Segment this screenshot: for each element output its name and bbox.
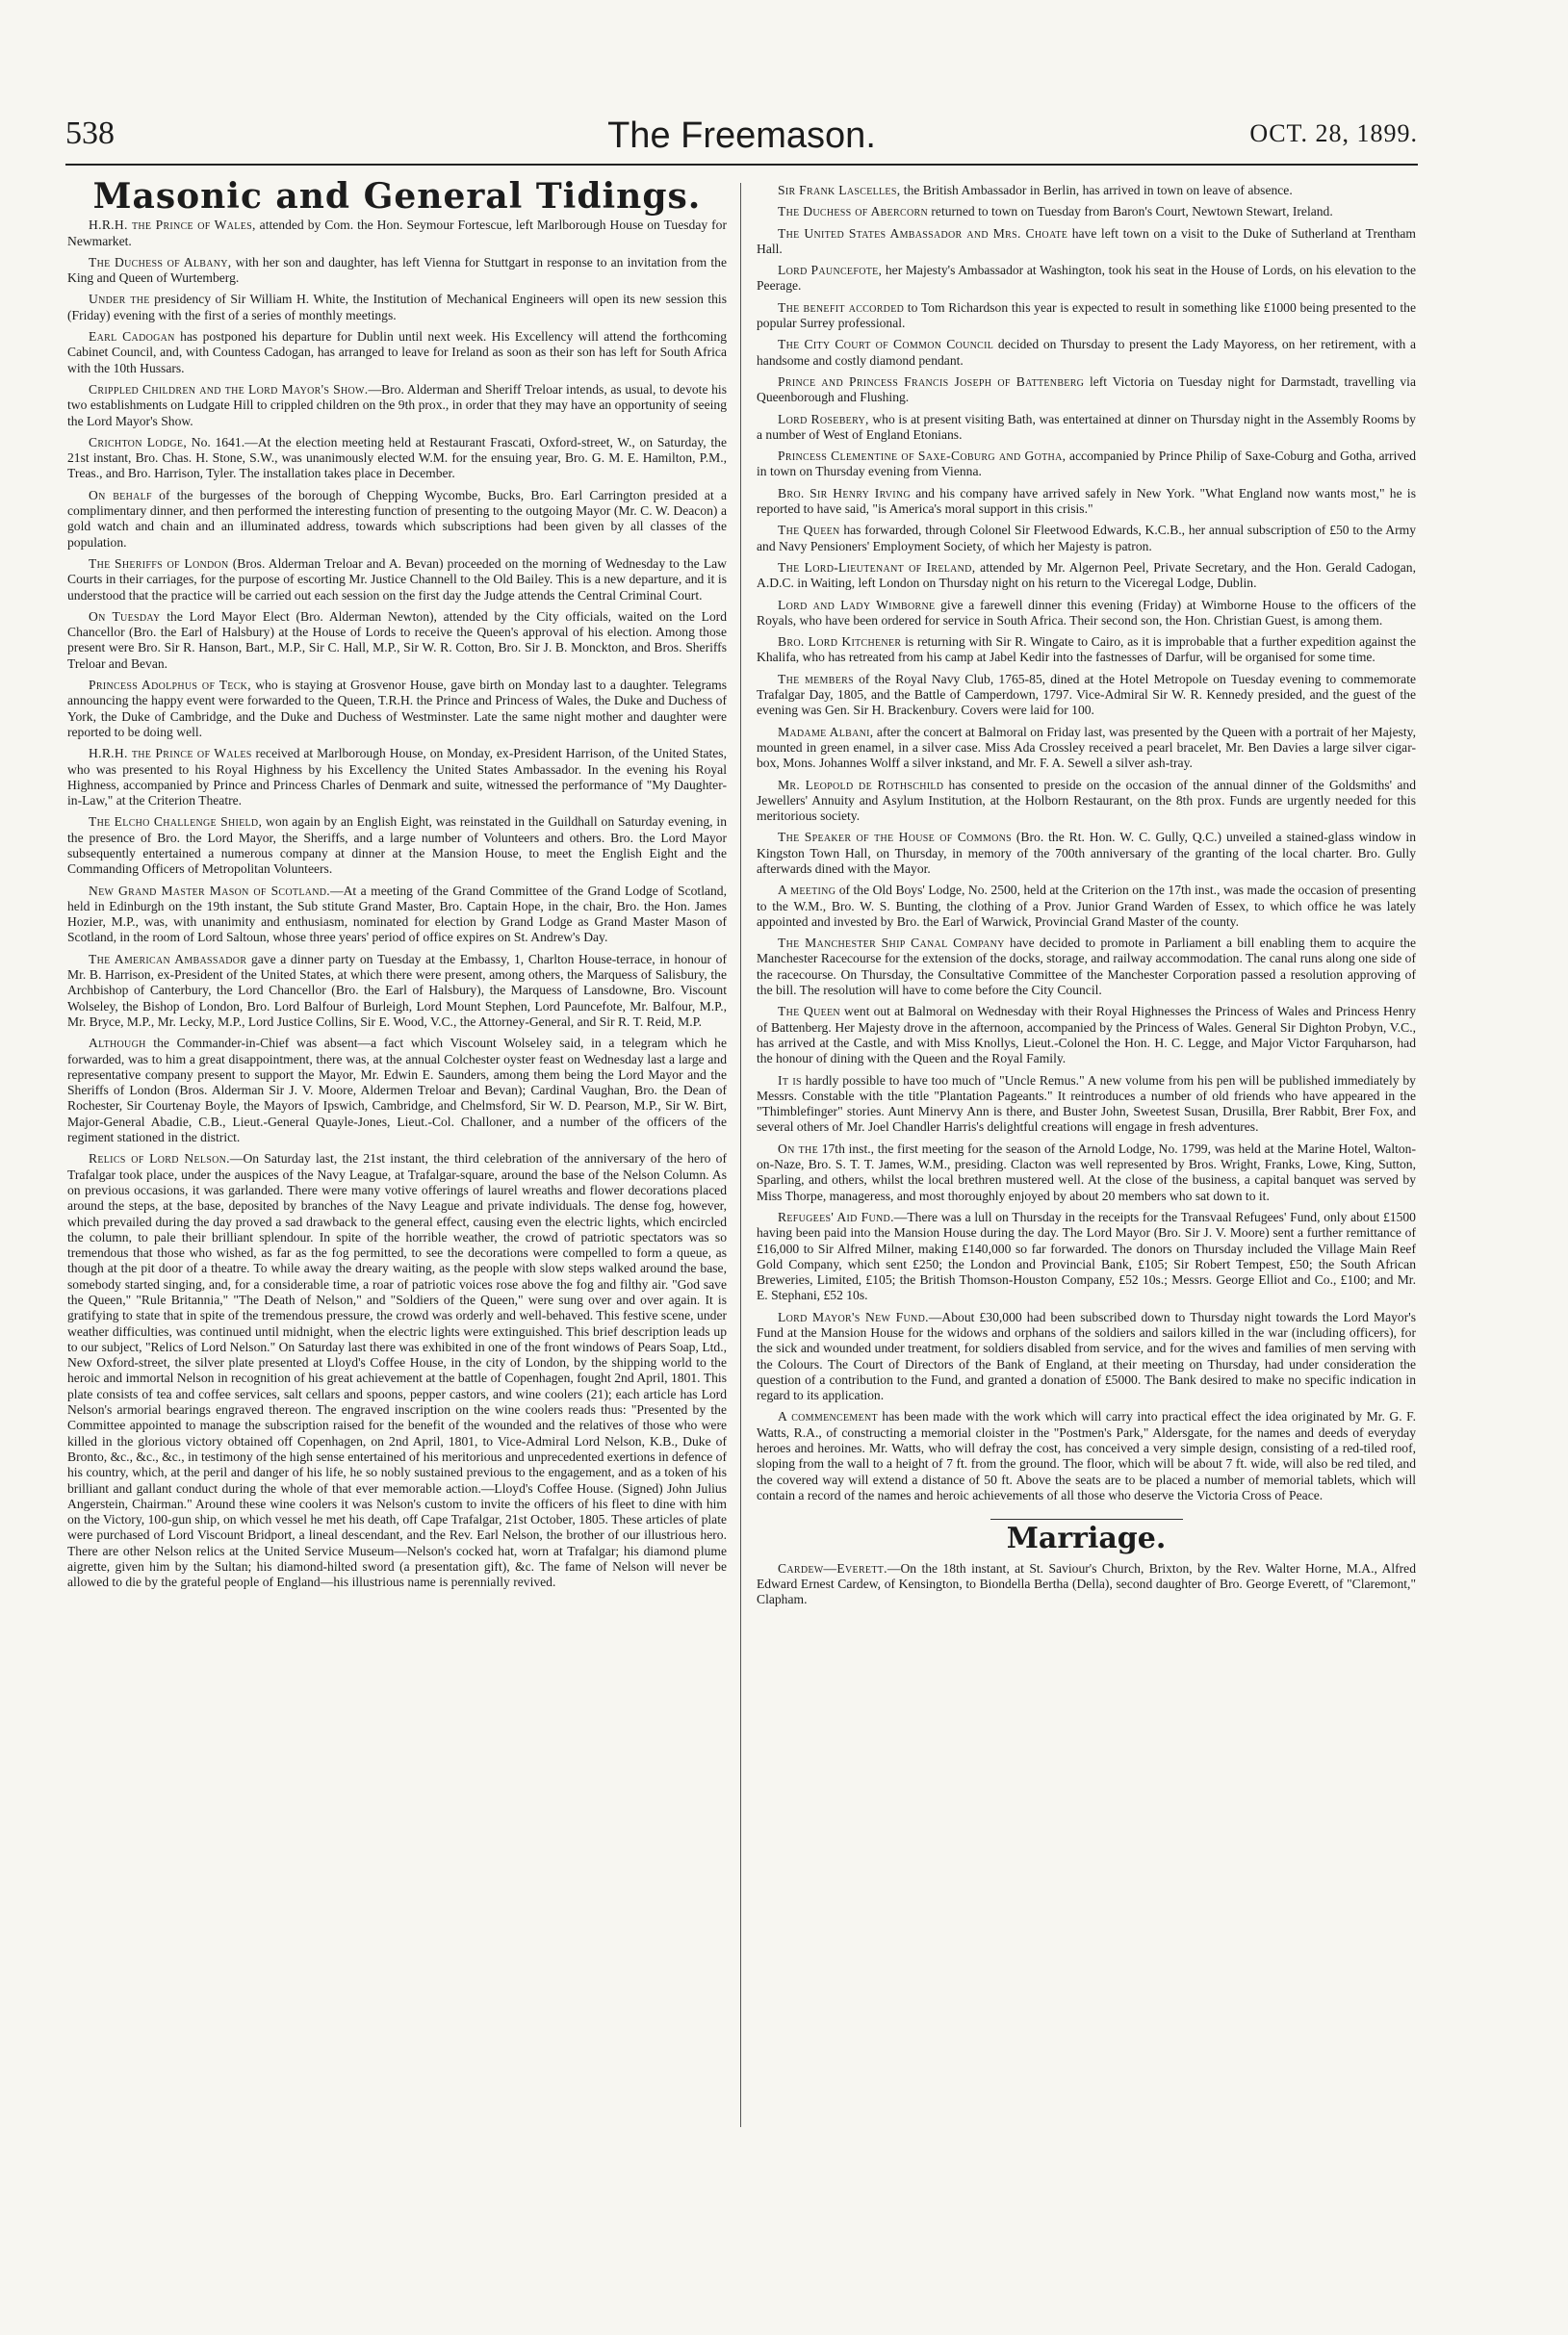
paragraph-lead: New Grand Master Mason of Scotland.	[89, 883, 330, 898]
paragraph-text: has postponed his departure for Dublin until next week. His Excellency will attend the forthcoming Cabinet Council, and, with Countess Cadogan, has arranged to leave for Ireland as soon as their son has left for South Africa with the 10th Hussars.	[67, 329, 727, 375]
marriage-notice	[757, 1561, 1416, 1608]
left-column	[67, 176, 741, 2127]
paragraph-lead: The United States Ambassador and Mrs. Choate	[778, 225, 1068, 241]
paragraph-lead: A commencement	[778, 1409, 878, 1424]
paragraph-lead: The Manchester Ship Canal Company	[778, 936, 1005, 951]
paragraph-text: No. 1641.—At the election meeting held at Restaurant Frascati, Oxford-street, W., on Saturday, the 21st instant, Bro. Chas. H. Stone, S.W., was unanimously elected W.M. for the ensuing year, Bro. G. M. E. Hamilton, P.M., Treas., and Bro. Harrison, Tyler. The installation takes place in December.	[67, 434, 727, 481]
paragraph-text: (Bros. Alderman Treloar and A. Bevan) proceeded on the morning of Wednesday to the Law Courts in their carriages, for the purpose of escorting Mr. Justice Channell to the Old Bailey. This is a new departure, and it is understood that the practice will be carried out each session on the first day the Judge attends the Central Criminal Court.	[67, 555, 728, 603]
paragraph-lead: On the	[778, 1141, 818, 1156]
issue-date: OCT. 28, 1899.	[1249, 119, 1418, 147]
paragraph-text: returned to town on Tuesday from Baron's Court, Newtown Stewart, Ireland.	[927, 204, 1333, 219]
news-paragraph	[757, 1073, 1416, 1136]
news-paragraph	[67, 329, 727, 376]
paragraph-lead: The Speaker of the House of Commons	[778, 830, 1012, 845]
paragraph-lead: On Tuesday	[89, 608, 161, 624]
paragraph-text: who is at present visiting Bath, was entertained at dinner on Thursday night in the Assembly Rooms by a number of West of England Etonians.	[757, 411, 1416, 442]
news-paragraph	[67, 556, 727, 603]
news-paragraph	[757, 486, 1416, 518]
news-paragraph	[67, 884, 727, 946]
paragraph-lead: A meeting	[778, 883, 836, 898]
news-paragraph	[67, 814, 727, 877]
news-paragraph	[67, 255, 727, 287]
news-paragraph	[757, 226, 1416, 258]
news-paragraph	[757, 204, 1416, 219]
paragraph-text: attended by Mr. Algernon Peel, Private Secretary, and the Hon. Gerald Cadogan, A.D.C. in Waiting, left London on Thursday night on his return to the Viceregal Lodge, Dublin.	[757, 559, 1416, 591]
news-paragraph	[67, 218, 727, 249]
paragraph-text: presidency of Sir William H. White, the Institution of Mechanical Engineers will open its new session this (Friday) evening with the first of a series of monthly meetings.	[67, 292, 727, 322]
news-paragraph	[757, 449, 1416, 480]
paragraph-lead: It is	[778, 1072, 802, 1088]
news-paragraph	[757, 337, 1416, 369]
paragraph-text: left Victoria on Tuesday night for Darmstadt, travelling via Queenborough and Flushing.	[757, 373, 1416, 405]
paragraph-lead: The Sheriffs of London	[89, 555, 229, 571]
paragraph-lead: Lord Pauncefote,	[778, 263, 883, 278]
paragraph-text: received at Marlborough House, on Monday, ex-President Harrison, of the United States, who was presented to his Royal Highness by his Excellency the United States Ambassador. In the evening his Royal Highness, accompanied by Prince and Princess Charles of Denmark and suite, witnessed the performance of "My Daughter-in-Law," at the Criterion Theatre.	[67, 746, 727, 808]
section-heading: Masonic and General Tidings.	[92, 176, 702, 217]
news-paragraph	[67, 382, 727, 429]
paragraph-text: —On Saturday last, the 21st instant, the third celebration of the anniversary of the hero of Trafalgar took place, under the auspices of the Navy League, at Trafalgar-square, around the base of the Nelson Column. As on previous occasions, it was garlanded. There were many votive offerings of laurel wreaths and flower decorations placed around the steps, at the base, deposited by branches of the Navy League and private individuals. The dense fog, however, which prevailed during the day proved a sad drawback to the general effect, causing even the electric lights, which encircled the column, to pale their brilliant splendour. In spite of the horrible weather, the crowd of patriotic spectators was so tremendous that those who wished, as far as the fog permitted, to see the decorations were compelled to form a queue, as though at the pit door of a theatre. To while away the dreary waiting, as the people with slow steps walked around the base, somebody started singing, and, for a considerable time, a roar of patriotic voices rose above the fog and filthy air. "God save the Queen," "Rule Britannia," "The Death of Nelson," and "Soldiers of the Queen," were sung over and over again. It is gratifying to state that in spite of the tremendous pressure, the crowd was orderly and well-behaved. This festive scene, under weather difficulties, was continued until midnight, when the electric lights were extinguished. This brief description leads up to our subject, "Relics of Lord Nelson." On Saturday last there was exhibited in one of the front windows of Pears Soap, Ltd., New Oxford-street, the silver plate presented at Lloyd's Coffee House, in the city of London, by the shipping world to the heroic and immortal Nelson in recognition of his great achievement at the battle of Copenhagen, fought 2nd April, 1801. This plate consists of tea and coffee services, salt cellars and spoons, pepper castors, and wine coolers (21); each article has Lord Nelson's armorial bearings engraved thereon. The engraved inscription on the wine coolers reads thus: "Presented by the Committee appointed to manage the subscription raised for the benefit of the wounded and the relatives of those who were killed in the glorious victory obtained off Copenhagen, on 2nd April, 1801, to Vice-Admiral Lord Nelson, K.B., Duke of Bronto, &c., &c., &c., in testimony of the high sense entertained of his meritorious and unprecedented exertions in defence of his country, which, at the peril and danger of his life, he so nobly sustained previous to the engagement, and as a token of his brilliant and gallant conduct during the whole of that ever memorable action.—Lloyd's Coffee House. (Signed) John Julius Angerstein, Chairman." Around these wine coolers it was Nelson's custom to invite the officers of his fleet to dine with him on the Victory, 100-gun ship, on which vessel he met his death, off Cape Trafalgar, 21st October, 1805. These articles of plate were purchased of Lord Viscount Bridport, a lineal descendant, and the Rev. Earl Nelson, the brother of our illustrious hero. There are other Nelson relics at the United Service Museum—Nelson's cocked hat, worn at Trafalgar; his diamond plume aigrette, given him by the Sultan; his diamond-hilted sword (a presentation gift), &c. The fame of Nelson will never be allowed to die by the grateful people of England—his illustrious name is perennially revived.	[67, 1151, 728, 1590]
paragraph-text: have decided to promote in Parliament a bill enabling them to acquire the Manchester Racecourse for the extension of the docks, storage, and railway accommodation. The canal runs along one side of the racecourse. On Thursday, the Consultative Committee of the Manchester Corporation passed a resolution approving of the bill. The resolution will have to come before the City Council.	[757, 936, 1417, 998]
news-paragraph	[67, 1036, 727, 1145]
paragraph-text: of the Royal Navy Club, 1765-85, dined at the Hotel Metropole on Tuesday evening to commemorate Trafalgar Day, 1805, and the Battle of Camperdown, 1797. Vice-Admiral Sir W. R. Kennedy presided, and the guest of the evening was Gen. Sir H. Brackenbury. Covers were laid for 100.	[757, 671, 1417, 718]
paragraph-lead: Lord and Lady Wimborne	[778, 597, 936, 612]
paragraph-lead: Refugees' Aid Fund.	[778, 1209, 894, 1224]
news-paragraph	[757, 300, 1416, 332]
paragraph-text: won again by an English Eight, was reinstated in the Guildhall on Saturday evening, in the presence of Bro. the Lord Mayor, the Sheriffs, and a large number of Volunteers and others. Bro. the Lord Mayor subsequently entertained a numerous company at dinner at the Mansion House, to meet the English Eight and the Commanding Officers of Metropolitan Volunteers.	[67, 814, 727, 877]
paragraph-lead: Crippled Children and the Lord Mayor's Show.	[89, 381, 369, 397]
news-paragraph	[757, 1142, 1416, 1204]
news-paragraph	[757, 1310, 1416, 1404]
news-paragraph	[67, 678, 727, 740]
paragraph-lead: The Duchess of Albany,	[89, 254, 232, 269]
news-paragraph	[67, 292, 727, 323]
paragraph-text: and his company have arrived safely in New York. "What England now wants most," he is reported to have said, "is America's moral support in this crisis."	[757, 485, 1416, 517]
paragraph-text: who is staying at Grosvenor House, gave birth on Monday last to a daughter. Telegrams announcing the happy event were forwarded to the Queen, T.R.H. the Prince and Princess of Wales, the Duke and Duchess of York, the Duke of Cambridge, and the Duke and Duchess of Westminster. Late the same night mother and daughter were reported to be doing well.	[67, 678, 727, 739]
news-paragraph	[757, 598, 1416, 629]
paragraph-lead: The American Ambassador	[89, 951, 247, 966]
news-paragraph	[757, 883, 1416, 930]
paragraph-text: after the concert at Balmoral on Friday last, was presented by the Queen with a portrait of her Majesty, mounted in green enamel, in a silver case. Miss Ada Crossley received a pearl bracelet, Mr. Ben Davies a large silver cigar-box, Mons. Johannes Wolff a silver inkstand, and Mr. F. A. Sewell a silver ash-tray.	[757, 724, 1416, 771]
news-paragraph	[757, 936, 1416, 998]
paragraph-text: of the Old Boys' Lodge, No. 2500, held at the Criterion on the 17th inst., was made the occasion of presenting to the W.M., Bro. W. S. Bunting, the clothing of a Prov. Junior Grand Warden of Essex, to which office he was lately appointed and invested by Bro. the Earl of Warwick, Provincial Grand Master of the county.	[757, 883, 1416, 929]
paragraph-text: of the burgesses of the borough of Chepping Wycombe, Bucks, Bro. Earl Carrington presided at a complimentary dinner, and then performed the interesting function of presenting to the outgoing Mayor (Mr. C. W. Deacon) a gold watch and chain and an illuminated address, towards which subscriptions had been given by all classes of the population.	[67, 487, 728, 550]
paragraph-lead: H.R.H. the Prince of Wales	[89, 746, 252, 761]
paragraph-text: the Lord Mayor Elect (Bro. Alderman Newton), attended by the City officials, waited on the Lord Chancellor (Bro. the Earl of Halsbury) at the House of Lords to receive the Queen's approval of his election. Among those present were Bro. Sir R. Hanson, Bart., M.P., Sir C. Hall, M.P., Sir W. R. Cotton, Bro. Sir J. B. Monckton, and Bros. Sheriffs Treloar and Bevan.	[67, 608, 727, 671]
paragraph-text: has consented to preside on the occasion of the annual dinner of the Goldsmiths' and Jewellers' Annuity and Asylum Institution, at the Holborn Restaurant, on the 8th prox. Funds are urgently needed for this meritorious society.	[757, 777, 1416, 824]
news-paragraph	[67, 746, 727, 808]
paragraph-lead: Princess Clementine of Saxe-Coburg and Gotha,	[778, 449, 1067, 464]
news-paragraph	[757, 830, 1416, 877]
paragraph-text: the Commander-in-Chief was absent—a fact which Viscount Wolseley said, in a telegram which he forwarded, was to him a great disappointment, there was, at the annual Colchester oyster feast on Wednesday last a large and representative company present to support the Mayor, Mr. Edwin E. Saunders, among them being the Lord Mayor and the Sheriffs of London (Bros. Alderman Sir J. V. Moore, Aldermen Treloar and Bevan); Cardinal Vaughan, Bro. the Dean of Rochester, Sir Courtenay Boyle, the Mayors of Ipswich, Cambridge, and Chelmsford, Sir W. D. Pearson, M.P., Sir W. Birt, Major-General Abadie, C.B., Lieut.-General Quayle-Jones, Lieut.-Col. Challoner, and a number of the officers of the regiment stationed in the district.	[67, 1036, 727, 1145]
paragraph-lead: Crichton Lodge,	[89, 434, 188, 449]
paragraph-lead: Lord Rosebery,	[778, 411, 869, 426]
news-paragraph	[757, 672, 1416, 719]
news-paragraph	[757, 263, 1416, 295]
paragraph-text: attended by Com. the Hon. Seymour Fortescue, left Marlborough House on Tuesday for Newmarket.	[67, 218, 727, 248]
paragraph-text: have left town on a visit to the Duke of Sutherland at Trentham Hall.	[757, 225, 1416, 256]
paragraph-text: 17th inst., the first meeting for the season of the Arnold Lodge, No. 1799, was held at the Marine Hotel, Walton-on-Naze, Bro. S. T. T. James, W.M., presiding. Clacton was well represented by Bros. Wright, Franks, Lowe, King, Sutton, Sparling, and others, whilst the local brethren mustered well. At the close of the business, a capital banquet was served by Miss Thorpe, manageress, and most thoroughly enjoyed by about 20 members who sat down to it.	[757, 1141, 1416, 1203]
paragraph-lead: Mr. Leopold de Rothschild	[778, 777, 944, 792]
news-paragraph	[757, 523, 1416, 554]
paragraph-lead: Princess Adolphus of Teck,	[89, 678, 251, 693]
news-paragraph	[757, 778, 1416, 825]
masthead	[65, 115, 1418, 166]
paragraph-lead: On behalf	[89, 487, 152, 502]
paragraph-text: went out at Balmoral on Wednesday with their Royal Highnesses the Princess of Wales and Princess Henry of Battenberg. Her Majesty drove in the afternoon, accompanied by the Princess of Wales. General Sir Dighton Probyn, V.C., has arrived at the Castle, and with Miss Knollys, Lieut.-Colonel the Hon. H. C. Legge, and Major Victor Farquharson, had the honour of dining with the Queen and the Royal Family.	[757, 1004, 1416, 1066]
paragraph-lead: Under the	[89, 292, 150, 307]
paragraph-text: —About £30,000 had been subscribed down to Thursday night towards the Lord Mayor's Fund at the Mansion House for the widows and orphans of the soldiers and sailors killed in the war (including officers), for the sick and wounded under treatment, for soldiers disabled from service, and for the wives and families of men serving with the Colours. The Court of Directors of the Bank of England, at their meeting on Thursday, had under consideration the question of a contribution to the Fund, and granted a donation of £5000. The Bank desired to make no specific indication in regard to its application.	[757, 1309, 1416, 1403]
paragraph-text: —Bro. Alderman and Sheriff Treloar intends, as usual, to devote his two establishments on Ludgate Hill to crippled children on the 9th prox., in order that they may have an opportunity of seeing the Lord Mayor's Show.	[67, 381, 727, 428]
news-paragraph	[757, 725, 1416, 772]
paragraph-lead: H.R.H. the Prince of Wales,	[89, 218, 256, 233]
news-paragraph	[67, 435, 727, 482]
right-paragraphs	[757, 183, 1416, 1503]
paragraph-lead: The City Court of Common Council	[778, 337, 994, 352]
page-number: 538	[65, 115, 115, 151]
paragraph-text: to Tom Richardson this year is expected to result in something like £1000 being presented to the popular Surrey professional.	[757, 299, 1416, 331]
paragraph-lead: Madame Albani,	[778, 724, 874, 739]
paragraph-lead: Sir Frank Lascelles,	[778, 183, 901, 197]
paragraph-text: has forwarded, through Colonel Sir Fleetwood Edwards, K.C.B., her annual subscription of £50 to the Army and Navy Pensioners' Employment Society, of which her Majesty is patron.	[757, 523, 1417, 553]
paragraph-lead: Earl Cadogan	[89, 329, 175, 345]
paragraph-lead: The Duchess of Abercorn	[778, 204, 928, 219]
paragraph-text: gave a dinner party on Tuesday at the Embassy, 1, Charlton House-terrace, in honour of Mr. B. Harrison, ex-President of the United States, at which there were present, among others, the Marquess of Salisbury, the Archbishop of Canterbury, the Lord Chancellor (Bro. the Earl of Halsbury), the Marquess of Lansdowne, Bro. Viscount Wolseley, the Bishop of London, Bro. Lord Balfour of Burleigh, Lord Mount Stephen, Lord Pauncefote, Mr. Balfour, M.P., Mr. Bryce, M.P., Mr. Lecky, M.P., Lord Justice Collins, Sir E. Wood, V.C., the Attorney-General, and Sir R. T. Reid, M.P.	[67, 951, 727, 1029]
paragraph-text: —At a meeting of the Grand Committee of the Grand Lodge of Scotland, held in Edinburgh on the 19th instant, the Sub stitute Grand Master, Bro. Captain Hope, in the chair, Bro. the Hon. James Hozier, M.P., was, with unanimity and enthusiasm, nominated for election by Grand Lodge as Grand Master Mason of Scotland, in the room of Lord Saltoun, whose three years' period of office expires on St. Andrew's Day.	[67, 883, 727, 945]
paragraph-text: is returning with Sir R. Wingate to Cairo, as it is improbable that a further expedition against the Khalifa, who has retreated from his camp at Jabel Kedir into the fastnesses of Darfur, will be organised for some time.	[757, 634, 1416, 665]
news-paragraph	[67, 952, 727, 1030]
news-paragraph	[757, 412, 1416, 444]
paragraph-lead: The Queen	[778, 523, 840, 538]
paragraph-lead: Prince and Princess Francis Joseph of Battenberg	[778, 373, 1085, 389]
paragraph-text: —There was a lull on Thursday in the receipts for the Transvaal Refugees' Fund, only about £1500 having been paid into the Mansion House during the day. The Lord Mayor (Bro. Sir J. V. Moore) sent a further remittance of £16,000 to Sir Alfred Milner, making £140,000 so far forwarded. The donors on Thursday included the Village Main Reef Gold Company, which sent £250; the London and Provincial Bank, £105; Sir Robert Tempest, £50; the South African Breweries, Limited, £105; the British Thomson-Houston Company, £52 10s.; Messrs. George Elliot and Co., £100; and Mr. E. Stephani, £52 10s.	[757, 1209, 1416, 1303]
paragraph-lead: The members	[778, 671, 854, 686]
paragraph-lead: Bro. Lord Kitchener	[778, 634, 902, 650]
news-paragraph	[67, 488, 727, 551]
paragraph-text: her Majesty's Ambassador at Washington, took his seat in the House of Lords, on his elevation to the Peerage.	[757, 263, 1416, 294]
paragraph-lead: Lord Mayor's New Fund.	[778, 1309, 929, 1324]
left-paragraphs	[67, 218, 727, 1590]
paragraph-text: accompanied by Prince Philip of Saxe-Coburg and Gotha, arrived in town on Thursday evening from Vienna.	[757, 449, 1416, 479]
news-paragraph	[67, 1151, 727, 1590]
news-paragraph	[757, 1210, 1416, 1304]
paragraph-text: give a farewell dinner this evening (Friday) at Wimborne House to the officers of the Royals, who have been ordered for service in South Africa. Their second son, the Hon. Christian Guest, is among them.	[757, 597, 1416, 628]
publication-title: The Freemason.	[607, 115, 876, 156]
paragraph-text: hardly possible to have too much of "Uncle Remus." A new volume from his pen will be published immediately by Messrs. Constable with the title "Plantation Pageants." It reintroduces a number of old friends who have appeared in the "Thimblefinger" stories. Aunt Minervy Ann is there, and Buster John, Sweetest Susan, Drusilla, Brer Rabbit, Brer Fox, and several others of Mr. Joel Chandler Harris's delightful creations will engage in fresh adventures.	[757, 1072, 1416, 1135]
right-column	[757, 183, 1416, 1613]
news-paragraph	[757, 1004, 1416, 1066]
paragraph-text: decided on Thursday to present the Lady Mayoress, on her retirement, with a handsome and costly diamond pendant.	[757, 337, 1416, 368]
marriage-heading: Marriage.	[1006, 1522, 1167, 1556]
paragraph-text: has been made with the work which will carry into practical effect the idea originated by Mr. G. F. Watts, R.A., of constructing a memorial cloister in the "Postmen's Park," Aldersgate, for the names and deeds of everyday heroes and heroines. Mr. Watts, who will defray the cost, has conceived a very simple design, consisting of a red-tiled roof, sloping from the wall to a height of 7 ft. from the ground. The floor, which will be about 7 ft. wide, will also be red tiled, and the covered way will extend a distance of 50 ft. Above the seats are to be placed a number of memorial tablets, which will contain a record of the names and heroic achievements of all those who deserve the Victoria Cross of Peace.	[757, 1409, 1416, 1502]
news-paragraph	[757, 183, 1416, 198]
paragraph-lead: Bro. Sir Henry Irving	[778, 485, 911, 500]
paragraph-text: the British Ambassador in Berlin, has arrived in town on leave of absence.	[900, 183, 1293, 197]
paragraph-lead: Cardew—Everett.	[778, 1560, 887, 1576]
news-paragraph	[757, 634, 1416, 666]
news-paragraph	[757, 1409, 1416, 1503]
news-paragraph	[67, 609, 727, 672]
divider	[990, 1519, 1183, 1520]
paragraph-text: (Bro. the Rt. Hon. W. C. Gully, Q.C.) unveiled a stained-glass window in Kingston Town Hall, on Thursday, in memory of the 700th anniversary of the granting of the local charter. Bro. Gully afterwards dined with the Mayor.	[757, 830, 1416, 876]
paragraph-lead: The Lord-Lieutenant of Ireland,	[778, 559, 976, 575]
paragraph-lead: The benefit accorded	[778, 299, 905, 315]
paragraph-lead: The Queen	[778, 1004, 840, 1019]
paragraph-lead: Although	[89, 1036, 146, 1051]
news-paragraph	[757, 560, 1416, 592]
paragraph-lead: The Elcho Challenge Shield,	[89, 814, 263, 830]
news-paragraph	[757, 374, 1416, 406]
paragraph-text: with her son and daughter, has left Vienna for Stuttgart in response to an invitation from the King and Queen of Wurtemberg.	[67, 254, 727, 286]
paragraph-lead: Relics of Lord Nelson.	[89, 1151, 230, 1167]
paragraph-text: —On the 18th instant, at St. Saviour's Church, Brixton, by the Rev. Walter Horne, M.A., Alfred Edward Ernest Cardew, of Kensington, to Biondella Bertha (Della), second daughter of Bro. George Everett, of "Claremont," Clapham.	[757, 1560, 1416, 1607]
